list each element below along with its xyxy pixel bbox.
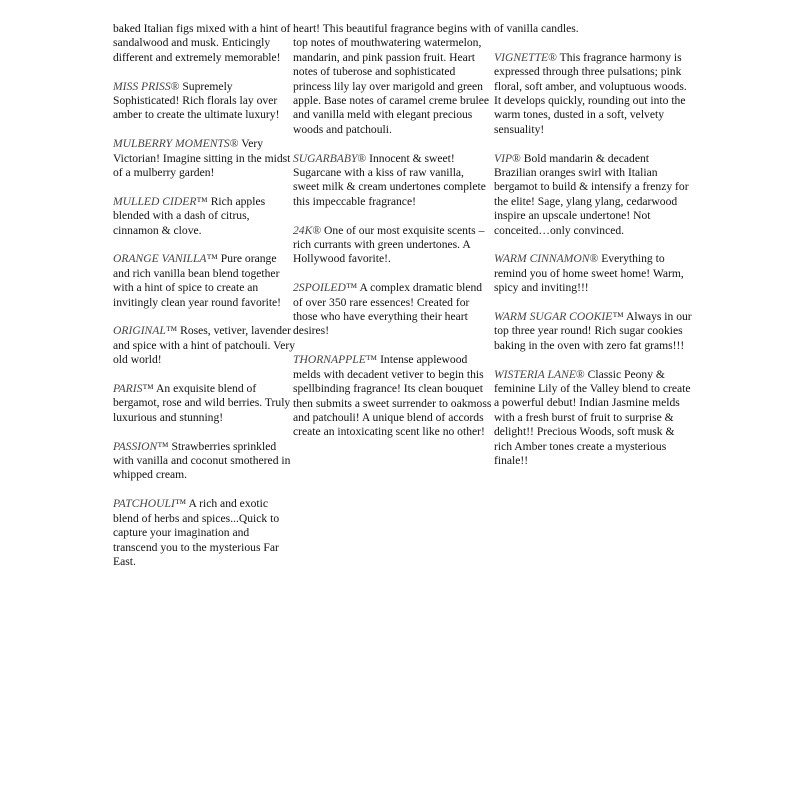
trademark-symbol: ™ — [157, 439, 169, 453]
fragrance-description: Pure orange and rich vanilla bean blend together with a hint of spice to create an invitingly clean year round favorite! — [113, 252, 282, 309]
trademark-symbol: ® — [357, 151, 367, 165]
fragrance-description: Strawberries sprinkled with vanilla and coconut smothered in whipped cream. — [113, 439, 291, 482]
fragrance-name: 24K — [293, 223, 313, 237]
trademark-symbol: ® — [575, 367, 585, 381]
fragrance-entry — [113, 497, 296, 569]
fragrance-name: WARM CINNAMON — [494, 252, 590, 266]
trademark-symbol: ™ — [165, 324, 178, 338]
fragrance-entry — [113, 22, 296, 65]
fragrance-entry — [494, 252, 694, 295]
fragrance-description: This fragrance harmony is expressed through three pulsations; pink floral, soft amber, and voluptuous woods. It develops quickly, rounding out into the warm tones, dusted in a soft, velvety sensuality! — [494, 50, 687, 136]
fragrance-entry — [293, 152, 493, 210]
fragrance-entry — [494, 310, 694, 353]
fragrance-entry — [113, 382, 296, 425]
fragrance-description: baked Italian figs mixed with a hint of sandalwood and musk. Enticingly different and extremely memorable! — [113, 22, 291, 64]
fragrance-description: Always in our top three year round! Rich sugar cookies baking in the oven with zero fat grams!!! — [494, 310, 692, 352]
fragrance-entry — [113, 440, 296, 483]
trademark-symbol: ™ — [206, 252, 218, 266]
trademark-symbol: ® — [170, 79, 180, 93]
fragrance-name: PATCHOULI — [113, 497, 175, 511]
fragrance-name: PARIS — [113, 382, 143, 396]
fragrance-name: ORANGE VANILLA — [113, 252, 207, 266]
fragrance-name: MULBERRY MOMENTS — [113, 137, 230, 151]
fragrance-name: MULLED CIDER — [113, 194, 197, 208]
text-column-2 — [293, 22, 493, 454]
trademark-symbol: ® — [312, 223, 322, 237]
fragrance-name: WARM SUGAR COOKIE — [494, 310, 613, 324]
fragrance-entry — [494, 152, 694, 238]
fragrance-name: SUGARBABY — [293, 151, 358, 165]
fragrance-name: VIP — [494, 151, 513, 165]
trademark-symbol: ™ — [196, 194, 208, 208]
fragrance-description: One of our most exquisite scents – rich currants with green undertones. A Hollywood favorite!. — [293, 223, 485, 266]
fragrance-entry — [113, 324, 296, 367]
fragrance-name: MISS PRISS — [113, 79, 171, 93]
fragrance-entry — [113, 252, 296, 310]
fragrance-description: A complex dramatic blend of over 350 rare essences! Created for those who have everything their heart desires! — [293, 281, 483, 338]
text-column-3 — [494, 22, 694, 483]
fragrance-entry — [494, 51, 694, 137]
fragrance-entry — [113, 80, 296, 123]
trademark-symbol: ® — [548, 50, 557, 64]
fragrance-name: THORNAPPLE — [293, 353, 366, 367]
trademark-symbol: ® — [229, 137, 239, 151]
fragrance-entry — [494, 368, 694, 469]
trademark-symbol: ™ — [174, 497, 187, 511]
trademark-symbol: ™ — [345, 281, 358, 295]
fragrance-entry — [293, 22, 493, 137]
fragrance-description: of vanilla candles. — [494, 22, 579, 35]
fragrance-name: ORIGINAL — [113, 324, 166, 338]
fragrance-description: Rich apples blended with a dash of citrus, cinnamon & clove. — [113, 194, 266, 237]
trademark-symbol: ™ — [612, 310, 624, 324]
fragrance-name: VIGNETTE — [494, 50, 549, 64]
fragrance-name: PASSION — [113, 439, 158, 453]
trademark-symbol: ® — [589, 252, 599, 266]
fragrance-description: Supremely Sophisticated! Rich florals lay over amber to create the ultimate luxury! — [113, 79, 280, 122]
fragrance-entry — [113, 137, 296, 180]
fragrance-description: Intense applewood melds with decadent vetiver to begin this spellbinding fragrance! Its clean bouquet then submits a sweet surrender to oakmoss and patchouli! A unique blend of accords create an intoxicating scent like no other! — [293, 353, 492, 439]
trademark-symbol: ™ — [365, 353, 378, 367]
trademark-symbol: ® — [512, 151, 521, 165]
fragrance-name: 2SPOILED — [293, 281, 346, 295]
trademark-symbol: ™ — [142, 382, 154, 396]
fragrance-entry — [293, 224, 493, 267]
fragrance-description: Very Victorian! Imagine sitting in the midst of a mulberry garden! — [113, 137, 291, 180]
fragrance-description: Bold mandarin & decadent Brazilian oranges swirl with Italian bergamot to build & intensify a frenzy for the elite! Sage, ylang ylang, cedarwood inspire an upscale undertone! Not conceited…only convinced. — [494, 151, 689, 237]
fragrance-entry — [494, 22, 694, 36]
fragrance-name: WISTERIA LANE — [494, 367, 576, 381]
fragrance-description: Innocent & sweet! Sugarcane with a kiss of raw vanilla, sweet milk & cream undertones complete this impeccable fragrance! — [293, 151, 486, 208]
text-column-1 — [113, 22, 296, 584]
fragrance-description: Everything to remind you of home sweet home! Warm, spicy and inviting!!! — [494, 252, 684, 295]
fragrance-description: An exquisite blend of bergamot, rose and wild berries. Truly luxurious and stunning! — [113, 382, 291, 424]
fragrance-entry — [293, 281, 493, 339]
fragrance-description: heart! This beautiful fragrance begins with top notes of mouthwatering watermelon, mandarin, and pink passion fruit. Heart notes of tuberose and sophisticated princess lily lay over marigold and green apple. Base notes of caramel creme brulee and vanilla meld with elegant precious woods and patchouli. — [293, 22, 491, 136]
fragrance-description: A rich and exotic blend of herbs and spices...Quick to capture your imagination and transcend you to the mysterious Far East. — [113, 497, 280, 568]
fragrance-description: Roses, vetiver, lavender and spice with a hint of patchouli. Very old world! — [113, 324, 296, 367]
fragrance-entry — [113, 195, 296, 238]
fragrance-description: Classic Peony & feminine Lily of the Valley blend to create a powerful debut! Indian Jasmine melds with a fresh burst of fruit to surprise & delight!! Precious Woods, soft musk & rich Amber tones create a mysterious finale!! — [494, 367, 691, 468]
fragrance-entry — [293, 353, 493, 439]
